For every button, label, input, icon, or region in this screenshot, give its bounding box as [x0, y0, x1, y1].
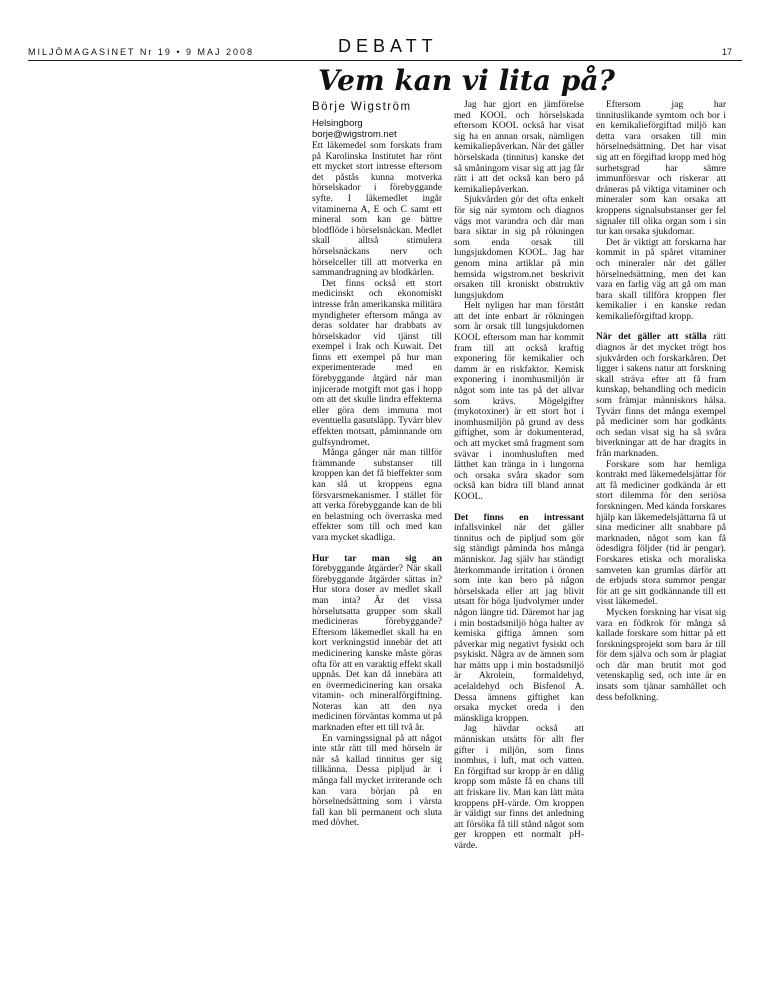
paragraph-text: Eftersom jag har tinnituslikande symtom och bor i en kemikalieförgiftad miljö kan detta vara orsaken till min hörselnedsättning. Det har visat sig att en förgiftad kropp med hög surhetsgrad har sämre immunförsvar och riskerar att dräneras på viktiga vitaminer och mineraler som kan orsaka att kroppens signalsubstanser ger fel signaler till olika organ som i sin tur kan orsaka sjukdomar.	[596, 100, 726, 238]
author-name: Börje Wigström	[312, 101, 412, 113]
paragraph-lead: När det gäller att ställa	[596, 332, 707, 343]
paragraph-lead: Hur tar man sig an	[312, 553, 442, 564]
page-number: 17	[722, 47, 733, 57]
paragraph	[312, 141, 442, 279]
paragraph	[312, 448, 442, 543]
paragraph	[596, 332, 726, 459]
paragraph-text: Det finns också ett stort medicinskt och ekonomiskt intresse från amerikanska militära myndigheter eftersom många av deras soldater har drabbats av hörselskador vid tjänst till exempel i Irak och Kuwait. Det finns ett exempel på hur man experimenterade med en förebyggande åtgärd när man injicerade motgift mot gas i hopp om att det skulle lindra effekterna eller göra dem immuna mot eventuella gasutsläpp. Tyvärr blev effekten motsatt, påminnande om gulfsyndromet.	[312, 278, 443, 448]
paragraph-text: Jag har gjort en jämförelse med KOOL och hörselskada eftersom KOOL också har visat sig ha en annan orsak, nämligen kemikaliepåverkan. När det gäller hörselskada (tinnitus) kanske det så småningom visar sig att jag får rätt i att det också kan bero på kemikaliepåverkan.	[454, 100, 584, 195]
paragraph	[454, 100, 584, 195]
paragraph-text: förebyggande åtgärder? När skall förebyggande åtgärder sättas in? Hur stora doser av medlet skall man inta? Är det vissa hörselutsatta grupper som skall medicineras förebyggande? Eftersom läkemedlet skall ha en kort verkningstid innebär det att medicinering kanske måste göras ofta för att en varaktig effekt skall uppnås. Det kan då innebära att en övermedicinering kan orsaka vitamin- och mineralförgiftning. Noteras kan att den nya medicinen förväntas komma ut på marknaden efter ett till två år.	[312, 564, 442, 734]
paragraph-text: rätt diagnos är det mycket trögt hos sjukvården och forskarkåren. Det ligger i sakens natur att forskning skall sträva efter att få fram kunskap, behandling och medicin som främjar människors hälsa. Tyvärr finns det många exempel på mediciner som har godkänts och sedan visat sig ha så svåra biverkningar att de har dragits in från marknaden.	[596, 332, 726, 459]
section-label: DEBATT	[338, 36, 438, 56]
paragraph-text: Många gånger när man tillför främmande substanser till kroppen kan det få bieffekter som kan slå ut kroppens egna försvarsmekanismer. I stället för att verka förebyggande kan de bli en belastning och överraska med effekter som till och med kan vara mycket skadliga.	[312, 448, 442, 543]
paragraph-lead: Det finns en intressant	[454, 512, 584, 523]
article-column-3	[596, 100, 726, 703]
paragraph-text: infallsvinkel när det gäller tinnitus och de pipljud som gör sig ständigt påminda hos många människor. Jag själv har ständigt återkommande irritation i öronen som inte kan bero på någon hörselskada eller att jag blivit utsatt för höga ljudvolymer under någon längre tid. Däremot har jag i min bostadsmiljö höga halter av kemiska giftiga ämnen som påverkar mig negativt fysiskt och psykiskt. Några av de ämnen som har mätts upp i min bostadsmiljö är Akrolein, formaldehyd, acelaldehyd och Bisfenol A. Dessa ämnens giftighet kan orsaka mycket oreda i den mänskliga kroppen.	[454, 523, 584, 724]
paragraph	[312, 279, 442, 449]
author-email: borje@wigstrom.net	[312, 129, 397, 140]
header-rule	[28, 60, 742, 61]
article-title: Vem kan vi lita på?	[318, 64, 615, 97]
article-column-1	[312, 141, 442, 829]
paragraph-text: Sjukvården gör det ofta enkelt för sig när symtom och diagnos vägs mot varandra och där man bara siktar in sig på rökningen som enda orsak till lungsjukdomen KOOL. Jag har genom mina artiklar på min hemsida wigstrom.net beskrivit orsaken till kroniskt obstruktiv lungsjukdom	[454, 195, 584, 301]
paragraph-text: Ett läkemedel som forskats fram på Karolinska Institutet har rönt ett mycket stort intresse eftersom det påstås kunna motverka hörselskador i förebyggande syfte. I läkemedlet ingår vitaminerna A, E och C samt ett mineral som kan ge bättre blodflöde i hörselsnäckan. Medlet skall alltså stimulera hörselsnäckans nerv och hörselceller till att motverka en sammandragning av blodkärlen.	[312, 141, 442, 279]
paragraph	[454, 301, 584, 502]
paragraph	[454, 724, 584, 851]
paragraph-text: En varningssignal på att något inte står rätt till med hörseln är när så kallad tinnitus ger sig tillkänna. Dessa pipljud är i många fall mycket irriterande och kan vara början på en hörselnedsättning som i värsta fall kan bli permanent och sluta med dövhet.	[312, 733, 442, 829]
paragraph	[596, 238, 726, 323]
author-location: Helsingborg	[312, 118, 363, 129]
paragraph	[454, 195, 584, 301]
magazine-issue-header: MILJÖMAGASINET Nr 19 • 9 MAJ 2008	[28, 47, 255, 57]
paragraph	[596, 608, 726, 703]
paragraph	[596, 460, 726, 608]
paragraph	[312, 734, 442, 829]
paragraph	[596, 100, 726, 238]
paragraph	[454, 513, 584, 725]
paragraph	[312, 554, 442, 734]
article-column-2	[454, 100, 584, 852]
paragraph-text: Mycken forskning har visat sig vara en födkrok för många så kallade forskare som hittar på ett forskningsprojekt som bara är till för dem själva och som är plagiat och där man brutit mot god vetenskaplig sed, och inte är en insats som tjänar samhället och dess befolkning.	[596, 607, 726, 703]
paragraph-text: Det är viktigt att forskarna har kommit in på spåret vitaminer och mineraler när det gäller hörselnedsättning, men det kan vara en farlig väg att gå om man bara skall tillföra kroppen fler kemikalier i en kanske redan kemikalieförgiftad kropp.	[596, 237, 726, 322]
paragraph-text: Jag hävdar också att människan utsätts för allt fler gifter i miljön, som finns inomhus, i luft, mat och vatten. En förgiftad sur kropp är en dålig kropp som måste få en chans till att friskare liv. Man kan lätt mäta kroppens pH-värde. Om kroppen är väldigt sur finns det anledning att försöka få till stånd något som ger kroppen ett normalt pH-värde.	[454, 724, 584, 851]
paragraph-text: Forskare som har hemliga kontrakt med läkemedelsjättar för att få mediciner godkända är ett stort dilemma för den seriösa forskningen. Med kända forskares hjälp kan läkemedelsjättarna få ut sina mediciner allt snabbare på marknaden, något som kan få ödesdigra följder (tid är pengar). Forskares etiska och moraliska samveten kan grumlas därför att de erbjuds stora summor pengar för att ge sitt godkännande till ett visst läkemedel.	[596, 459, 726, 608]
paragraph-text: Helt nyligen har man förstått att det inte enbart är rökningen som är orsak till lungsjukdomen KOOL eftersom man har kommit fram till att också kraftig exponering för kemikalier och damm är en riskfaktor. Kemisk exponering i inomhusmiljön är något som inte tas på det allvar som krävs. Mögelgifter (mykotoxiner) är ett stort hot i inomhusmiljön på grund av dess giftighet, som är dokumenterad, och att mycket små fragment som svävar i inomhusluften med lätthet kan tränga in i lungorna och orsaka svåra skador som också kan bidra till bland annat KOOL.	[454, 301, 584, 502]
